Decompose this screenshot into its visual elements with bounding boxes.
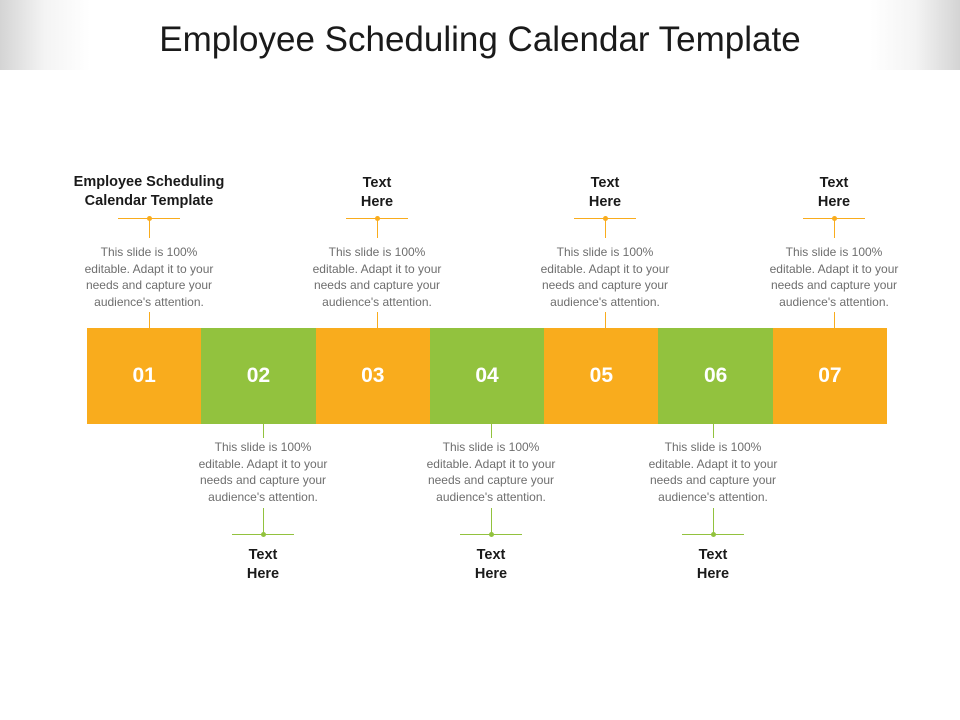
description-line: audience's attention. [550, 294, 660, 309]
description-line: This slide is 100% [214, 440, 312, 454]
description-line: needs and capture your [313, 278, 441, 292]
description-line: editable. Adapt it to your [769, 261, 899, 276]
description-line: audience's attention. [779, 294, 889, 309]
top-item-1-heading [59, 173, 239, 211]
top-item-2-description [297, 244, 457, 310]
bottom-item-3-heading [623, 546, 803, 584]
heading-line: Here [246, 566, 280, 582]
bottom-item-2-dot [489, 532, 494, 537]
description-line: editable. Adapt it to your [426, 456, 556, 471]
heading-line: Text [476, 547, 506, 563]
timeline-segment-01: 01 [87, 328, 201, 424]
top-item-3-heading [515, 174, 695, 212]
heading-line: Text [590, 175, 620, 191]
description-line: audience's attention. [94, 294, 204, 309]
top-item-4-connector [834, 312, 835, 328]
description-line: needs and capture your [199, 473, 327, 487]
description-line: This slide is 100% [442, 440, 540, 454]
bottom-item-2-connector [491, 424, 492, 438]
description-line: needs and capture your [85, 278, 213, 292]
top-item-1-description [69, 244, 229, 310]
top-item-3-upper-stem [605, 218, 606, 238]
bottom-item-2-lower-stem [491, 508, 492, 534]
bottom-item-1-connector [263, 424, 264, 438]
description-line: This slide is 100% [664, 440, 762, 454]
description-line: editable. Adapt it to your [540, 261, 670, 276]
top-item-2-upper-stem [377, 218, 378, 238]
heading-line: Text [698, 547, 728, 563]
description-line: This slide is 100% [328, 245, 426, 259]
timeline-segment-05: 05 [544, 328, 658, 424]
bottom-item-2-heading [401, 546, 581, 584]
heading-line: Text [248, 547, 278, 563]
page-title: Employee Scheduling Calendar Template [159, 20, 801, 59]
heading-line: Calendar Template [84, 193, 214, 209]
timeline-segment-02: 02 [201, 328, 315, 424]
top-item-3-connector [605, 312, 606, 328]
heading-line: Here [588, 194, 622, 210]
description-line: needs and capture your [427, 473, 555, 487]
timeline-segment-04: 04 [430, 328, 544, 424]
top-item-1-upper-stem [149, 218, 150, 238]
timeline-segment-07: 07 [773, 328, 887, 424]
description-line: needs and capture your [541, 278, 669, 292]
heading-line: Here [696, 566, 730, 582]
description-line: needs and capture your [649, 473, 777, 487]
bottom-item-1-heading [173, 546, 353, 584]
description-line: editable. Adapt it to your [198, 456, 328, 471]
description-line: editable. Adapt it to your [84, 261, 214, 276]
description-line: audience's attention. [436, 489, 546, 504]
description-line: needs and capture your [770, 278, 898, 292]
bottom-item-3-lower-stem [713, 508, 714, 534]
top-item-4-upper-stem [834, 218, 835, 238]
description-line: This slide is 100% [556, 245, 654, 259]
heading-line: Here [360, 194, 394, 210]
description-line: This slide is 100% [785, 245, 883, 259]
top-item-3-description [525, 244, 685, 310]
description-line: editable. Adapt it to your [312, 261, 442, 276]
top-item-4-description [754, 244, 914, 310]
bottom-item-3-description [633, 439, 793, 505]
bottom-item-1-dot [261, 532, 266, 537]
description-line: audience's attention. [658, 489, 768, 504]
timeline-bar [87, 328, 895, 424]
bottom-item-1-lower-stem [263, 508, 264, 534]
heading-line: Text [362, 175, 392, 191]
heading-line: Text [819, 175, 849, 191]
bottom-item-2-description [411, 439, 571, 505]
description-line: editable. Adapt it to your [648, 456, 778, 471]
description-line: audience's attention. [208, 489, 318, 504]
top-item-2-connector [377, 312, 378, 328]
top-item-4-heading [744, 174, 924, 212]
description-line: audience's attention. [322, 294, 432, 309]
heading-line: Here [817, 194, 851, 210]
top-item-1-connector [149, 312, 150, 328]
timeline-segment-03: 03 [316, 328, 430, 424]
timeline-segment-06: 06 [658, 328, 772, 424]
description-line: This slide is 100% [100, 245, 198, 259]
bottom-item-3-connector [713, 424, 714, 438]
top-item-2-heading [287, 174, 467, 212]
heading-line: Employee Scheduling [73, 174, 225, 190]
heading-line: Here [474, 566, 508, 582]
bottom-item-1-description [183, 439, 343, 505]
bottom-item-3-dot [711, 532, 716, 537]
